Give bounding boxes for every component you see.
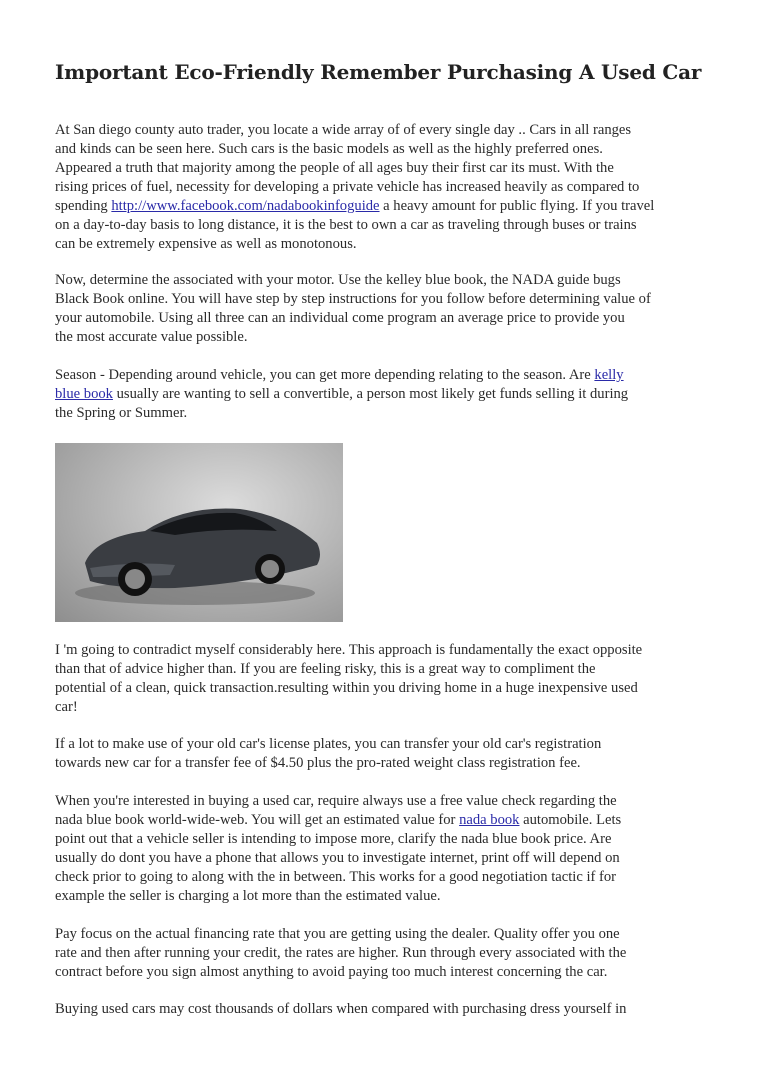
inline-link[interactable]: kelly [594, 367, 624, 383]
text-segment: At San diego county auto trader, you locate a wide array of of every single day .. Cars in all ranges [55, 122, 632, 138]
text-line [55, 868, 735, 887]
text-segment: and kinds can be seen here. Such cars is the basic models as well as the highly preferred ones. [55, 141, 603, 157]
car-image [55, 443, 343, 622]
text-segment: Pay focus on the actual financing rate that you are getting using the dealer. Quality offer you one [55, 926, 620, 942]
text-segment: nada blue book world-wide-web. You will get an estimated value for [55, 812, 460, 828]
paragraph [55, 925, 735, 982]
text-line [55, 698, 735, 717]
text-line [55, 849, 735, 868]
paragraph [55, 1000, 735, 1019]
text-segment: example the seller is charging a lot more than the estimated value. [55, 888, 441, 904]
text-segment: Now, determine the associated with your motor. Use the kelley blue book, the NADA guide bugs [55, 272, 621, 288]
text-line [55, 792, 735, 811]
text-segment: If a lot to make use of your old car's license plates, you can transfer your old car's registration [55, 736, 602, 752]
text-line [55, 216, 735, 235]
text-line [55, 366, 735, 385]
text-segment: spending [55, 198, 112, 214]
text-line [55, 309, 735, 328]
text-line [55, 735, 735, 754]
inline-link[interactable]: http://www.facebook.com/nadabookinfoguide [111, 198, 380, 214]
text-line [55, 235, 735, 254]
inline-link[interactable]: nada book [459, 812, 520, 828]
text-segment: your automobile. Using all three can an individual come program an average price to provide you [55, 310, 625, 326]
page-title: Important Eco-Friendly Remember Purchasing A Used Car [55, 60, 702, 84]
text-line [55, 178, 735, 197]
text-line [55, 290, 735, 309]
text-line [55, 944, 735, 963]
text-segment: Appeared a truth that majority among the people of all ages buy their first car its must. With the [55, 160, 614, 176]
text-segment: Buying used cars may cost thousands of dollars when compared with purchasing dress yourself in [55, 1001, 627, 1017]
paragraph [55, 121, 735, 254]
text-line [55, 887, 735, 906]
text-line [55, 1000, 735, 1019]
paragraph [55, 641, 735, 717]
text-segment: towards new car for a transfer fee of $4.50 plus the pro-rated weight class registration fee. [55, 755, 581, 771]
text-segment: the Spring or Summer. [55, 405, 188, 421]
text-line [55, 679, 735, 698]
text-segment: on a day-to-day basis to long distance, it is the best to own a car as traveling through buses or trains [55, 217, 637, 233]
text-segment: car! [55, 699, 78, 715]
text-segment: automobile. Lets [519, 812, 622, 828]
text-segment: I 'm going to contradict myself considerably here. This approach is fundamentally the exact opposite [55, 642, 643, 658]
text-segment: a heavy amount for public flying. If you travel [379, 198, 655, 214]
text-segment: the most accurate value possible. [55, 329, 248, 345]
text-segment: rising prices of fuel, necessity for developing a private vehicle has increased heavily as compared to [55, 179, 640, 195]
text-segment: contract before you sign almost anything to avoid paying too much interest concerning the car. [55, 964, 608, 980]
text-line [55, 641, 735, 660]
text-segment: When you're interested in buying a used car, require always use a free value check regarding the [55, 793, 617, 809]
text-line [55, 830, 735, 849]
text-line [55, 121, 735, 140]
text-line [55, 159, 735, 178]
text-line [55, 925, 735, 944]
text-segment: usually are wanting to sell a convertible, a person most likely get funds selling it during [112, 386, 629, 402]
text-line [55, 660, 735, 679]
paragraph [55, 271, 735, 347]
inline-link[interactable]: blue book [55, 386, 113, 402]
text-line [55, 197, 735, 216]
text-segment: Season - Depending around vehicle, you can get more depending relating to the season. Are [55, 367, 595, 383]
text-line [55, 140, 735, 159]
paragraph [55, 792, 735, 906]
text-segment: Black Book online. You will have step by step instructions for you follow before determining value of [55, 291, 651, 307]
text-line [55, 385, 735, 404]
text-segment: can be extremely expensive as well as monotonous. [55, 236, 357, 252]
text-segment: rate and then after running your credit, the rates are higher. Run through every associated with the [55, 945, 627, 961]
text-segment: than that of advice higher than. If you are feeling risky, this is a great way to compliment the [55, 661, 596, 677]
text-line [55, 754, 735, 773]
text-line [55, 811, 735, 830]
text-segment: point out that a vehicle seller is intending to impose more, clarify the nada blue book price. Are [55, 831, 612, 847]
text-segment: usually do dont you have a phone that allows you to investigate internet, print off will depend on [55, 850, 620, 866]
text-line [55, 963, 735, 982]
paragraph [55, 735, 735, 773]
text-line [55, 328, 735, 347]
text-segment: potential of a clean, quick transaction.resulting within you driving home in a huge inexpensive used [55, 680, 638, 696]
text-segment: check prior to going to along with the in between. This works for a good negotiation tactic if for [55, 869, 617, 885]
text-line [55, 271, 735, 290]
paragraph [55, 366, 735, 423]
text-line [55, 404, 735, 423]
sports-car-icon [55, 443, 343, 622]
